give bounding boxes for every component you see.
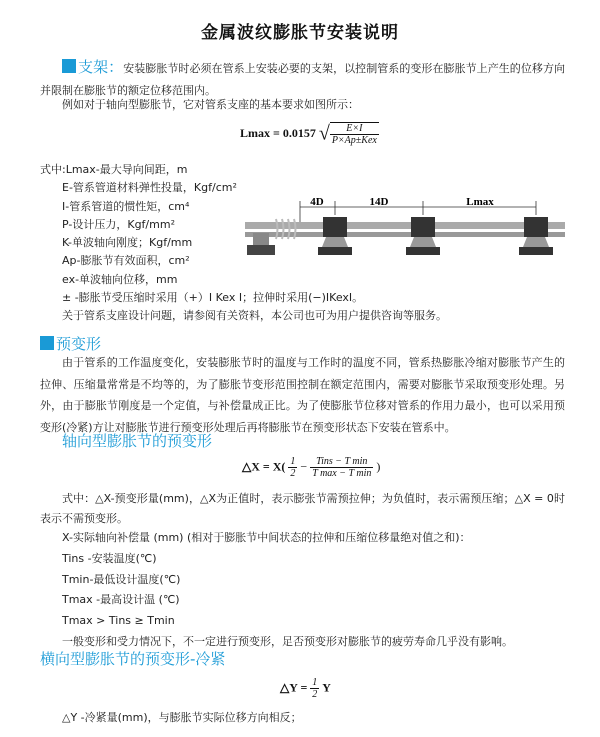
square-bullet-icon (62, 59, 76, 73)
definition-line: ex-单波轴向位移，mm (62, 272, 178, 286)
formula-numerator: Tins − T min (310, 456, 373, 468)
half-denominator: 2 (290, 468, 296, 479)
formula-lhs: Lmax = 0.0157 (240, 125, 316, 140)
anchor-base (247, 245, 275, 255)
definition-line: X-实际轴向补偿量 (mm) (相对于膨胀节中间状态的拉伸和压缩位移量绝对值之和)： (62, 531, 471, 544)
predeform-text: 由于管系的工作温度变化，安装膨胀节时的温度与工作时的温度不同，管系热膨胀冷缩对膨胀节产生的拉伸、压缩量常常是不均等的，为了膨胀节变形范围控制在额定范围内，需要对膨胀节采取预变形处理。另外，由于膨胀节刚度是一个定值，与补偿量成正比。为了使膨胀节位移对管系的作用力最小，也可以采用预变形(冷紧)方让对膨胀节进行预变形处理后再将膨胀节在预变形状态下安装在管系中。 (40, 356, 565, 434)
formula-numerator: E×I (330, 123, 379, 135)
label-14d: 14D (369, 196, 389, 208)
definition-line: Tins -安装温度(℃) (62, 551, 157, 565)
formula-numerator: 1 (312, 677, 318, 688)
definition-line: Tmin-最低设计温度(℃) (62, 572, 181, 586)
support-heading-text: 支架： (78, 58, 124, 76)
lateral-formula (280, 677, 331, 700)
support-text: 安装膨胀节时必须在管系上安装必要的支架，以控制管系的变形在膨胀节上产生的位移方向并限制在膨胀节的额定位移范围内。 (40, 62, 565, 97)
axial-formula (242, 456, 380, 479)
label-lmax: Lmax (466, 196, 494, 208)
pipe-top (245, 222, 565, 229)
definition-line: Tmax -最高设计温 (℃) (62, 593, 180, 607)
formula-rhs: ) (376, 459, 381, 474)
definition-line: ± -膨胀节受压缩时采用（+）I Kex I；拉伸时采用(−)IKexI。 (62, 291, 364, 305)
formula-lhs: △X = X( (242, 459, 286, 474)
label-4d: 4D (310, 196, 324, 208)
formula-lhs: △Y = (280, 680, 308, 695)
axial-heading: 轴向型膨胀节的预变形 (62, 432, 213, 450)
axial-explain: 式中：△X-预变形量(mm)，△X为正值时，表示膨张节需预拉伸；为负值时，表示需预压缩；△X = 0时表示不需预变形。 (40, 492, 565, 525)
definition-line: K-单波轴向刚度；Kgf/mm (62, 236, 193, 250)
anchor-block (253, 233, 269, 245)
definition-line: Tmax > Tins ≥ Tmin (62, 614, 175, 628)
support-example: 例如对于轴向型膨胀节，它对管系支座的基本要求如图所示： (62, 98, 359, 111)
formula-denominator: 2 (312, 689, 318, 700)
page-title: 金属波纹膨胀节安装说明 (201, 23, 399, 43)
half-numerator: 1 (290, 456, 296, 467)
definition-line: 关于管系支座设计问题，请参阅有关资料，本公司也可为用户提供咨询等服务。 (62, 309, 447, 323)
formula-denominator: P×Ap±Kex (331, 135, 377, 146)
pipe-support-diagram (240, 195, 570, 285)
pipe-bottom (245, 232, 565, 237)
predeform-heading (40, 333, 101, 354)
square-bullet-icon (40, 336, 54, 350)
definition-line: I-管系管道的惯性矩，cm⁴ (62, 199, 190, 213)
support-heading (62, 58, 123, 76)
minus-sign: − (300, 459, 308, 474)
formula-denominator: T max − T min (312, 468, 372, 479)
definition-line: 式中:Lmax-最大导向间距，m (40, 163, 188, 176)
definition-line: P-设计压力，Kgf/mm² (62, 217, 175, 231)
lmax-formula (240, 122, 379, 146)
definition-line: E-管系管道材料弹性投量，Kgf/cm² (62, 181, 237, 195)
sqrt-icon: √ (318, 122, 330, 145)
predeform-heading-text: 预变形 (56, 335, 102, 353)
definition-line: Ap-膨胀节有效面积，cm² (62, 254, 190, 268)
axial-definitions (62, 528, 513, 653)
lateral-heading: 横向型膨胀节的预变形-冷紧 (40, 650, 226, 668)
definition-line: 一般变形和受力情况下，不一定进行预变形，足否预变形对膨胀节的疲劳寿命几乎没有影响。 (62, 634, 513, 648)
lateral-definition: △Y -冷紧量(mm)，与膨胀节实际位移方向相反； (62, 711, 302, 724)
formula-rhs: Y (322, 680, 331, 695)
